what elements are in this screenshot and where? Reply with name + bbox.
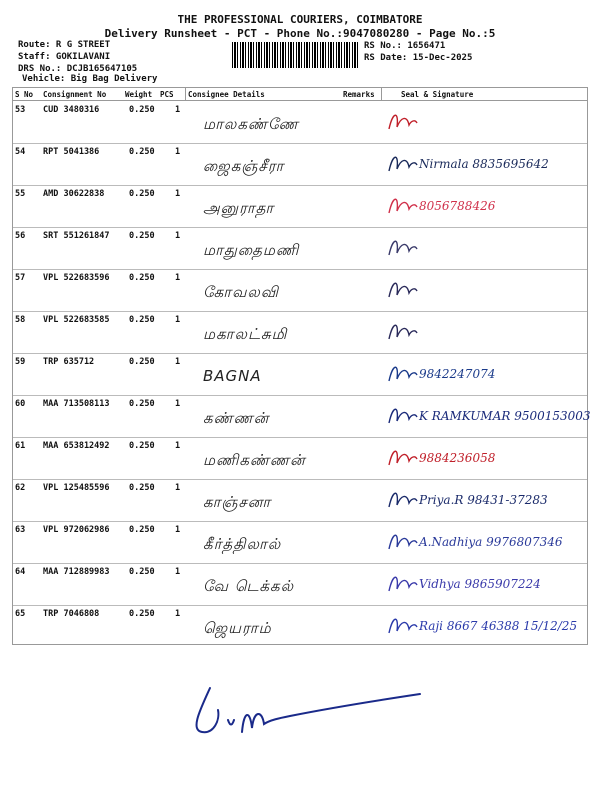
table-row <box>13 227 587 270</box>
table-row <box>13 269 587 312</box>
consignment-cell: TRP 635712 <box>43 357 95 367</box>
pcs-cell: 1 <box>175 609 181 619</box>
sno-cell: 57 <box>15 273 26 283</box>
staff-field: Staff: GOKILAVANI <box>18 52 111 62</box>
signature-scribble <box>385 443 419 473</box>
signature-cell <box>385 443 585 477</box>
sno-cell: 65 <box>15 609 26 619</box>
consignee-name: கண்ணன் <box>203 409 270 427</box>
vehicle-field: Vehicle: Big Bag Delivery <box>22 74 158 84</box>
col-consignment: Consignment No <box>43 90 107 99</box>
table-row <box>13 311 587 354</box>
weight-cell: 0.250 <box>129 399 155 409</box>
signature-cell <box>385 485 585 519</box>
sno-cell: 59 <box>15 357 26 367</box>
signature-text: Raji 8667 46388 15/12/25 <box>419 619 578 633</box>
signature-scribble <box>385 149 419 179</box>
signature-cell <box>385 107 585 141</box>
table-row <box>13 143 587 186</box>
consignee-name: அனுராதா <box>203 199 275 217</box>
consignment-cell: TRP 7046808 <box>43 609 100 619</box>
rs-no-field: RS No.: 1656471 <box>364 41 446 51</box>
pcs-cell: 1 <box>175 483 181 493</box>
consignment-cell: MAA 712889983 <box>43 567 110 577</box>
table-row <box>13 185 587 228</box>
weight-cell: 0.250 <box>129 105 155 115</box>
consignee-name: கீர்த்திலால் <box>203 535 282 553</box>
consignment-cell: CUD 3480316 <box>43 105 100 115</box>
col-remarks: Remarks <box>343 90 375 99</box>
consignment-cell: VPL 522683585 <box>43 315 110 325</box>
pcs-cell: 1 <box>175 525 181 535</box>
weight-cell: 0.250 <box>129 609 155 619</box>
weight-cell: 0.250 <box>129 357 155 367</box>
signature-text: K RAMKUMAR 9500153003 <box>419 409 591 423</box>
signature-text: A.Nadhiya 9976807346 <box>419 535 563 549</box>
consignment-cell: SRT 551261847 <box>43 231 110 241</box>
sno-cell: 55 <box>15 189 26 199</box>
signature-text: Priya.R 98431-37283 <box>419 493 548 507</box>
weight-cell: 0.250 <box>129 315 155 325</box>
signature-text: 9884236058 <box>419 451 496 465</box>
pcs-cell: 1 <box>175 273 181 283</box>
weight-cell: 0.250 <box>129 483 155 493</box>
signature-text: Nirmala 8835695642 <box>419 157 549 171</box>
consignee-name: கோவலவி <box>203 283 279 301</box>
table-row <box>13 563 587 606</box>
runsheet-title: THE PROFESSIONAL COURIERS, COIMBATORE <box>177 13 423 26</box>
sno-cell: 60 <box>15 399 26 409</box>
signature-text: Vidhya 9865907224 <box>419 577 541 591</box>
col-seal: Seal & Signature <box>401 90 474 99</box>
table-row <box>13 479 587 522</box>
table-row <box>13 521 587 564</box>
signature-scribble <box>385 317 419 347</box>
sno-cell: 58 <box>15 315 26 325</box>
pcs-cell: 1 <box>175 357 181 367</box>
signature-scribble <box>385 611 419 641</box>
pcs-cell: 1 <box>175 105 181 115</box>
sno-cell: 54 <box>15 147 26 157</box>
signature-scribble <box>385 401 419 431</box>
signature-cell <box>385 401 591 435</box>
sno-cell: 56 <box>15 231 26 241</box>
sno-cell: 62 <box>15 483 26 493</box>
signature-cell <box>385 569 585 603</box>
signature-scribble <box>385 191 419 221</box>
signature-cell <box>385 527 585 561</box>
pcs-cell: 1 <box>175 441 181 451</box>
table-row <box>13 395 591 438</box>
weight-cell: 0.250 <box>129 147 155 157</box>
signature-cell <box>385 275 585 309</box>
barcode <box>232 42 360 68</box>
signature-cell <box>385 611 585 645</box>
signature-cell <box>385 233 585 267</box>
signature-cell <box>385 359 585 393</box>
consignee-name: மணிகண்ணன் <box>203 451 306 469</box>
consignee-name: BAGNA <box>203 367 262 385</box>
header-divider <box>381 88 382 100</box>
consignee-name: மாதுதைமணி <box>203 241 300 259</box>
weight-cell: 0.250 <box>129 567 155 577</box>
consignee-name: வே டெக்கல் <box>203 577 295 595</box>
consignment-cell: MAA 653812492 <box>43 441 110 451</box>
pcs-cell: 1 <box>175 231 181 241</box>
consignment-cell: VPL 972062986 <box>43 525 110 535</box>
consignment-cell: RPT 5041386 <box>43 147 100 157</box>
sno-cell: 61 <box>15 441 26 451</box>
consignment-cell: VPL 522683596 <box>43 273 110 283</box>
consignee-name: மாலகண்ணே <box>203 115 299 133</box>
table-row <box>13 101 587 144</box>
consignee-name: மகாலட்சுமி <box>203 325 288 343</box>
signature-cell <box>385 149 585 183</box>
header-divider <box>185 88 186 100</box>
consignee-name: ஜெயராம் <box>203 619 272 637</box>
signature-scribble <box>385 485 419 515</box>
rs-date-field: RS Date: 15-Dec-2025 <box>364 53 473 63</box>
consignment-cell: AMD 30622838 <box>43 189 105 199</box>
signature-cell <box>385 317 585 351</box>
supervisor-signature <box>180 680 440 740</box>
signature-scribble <box>385 233 419 263</box>
sno-cell: 64 <box>15 567 26 577</box>
pcs-cell: 1 <box>175 189 181 199</box>
col-consignee: Consignee Details <box>188 90 265 99</box>
table-row <box>13 437 587 480</box>
consignee-name: காஞ்சனா <box>203 493 272 511</box>
weight-cell: 0.250 <box>129 441 155 451</box>
pcs-cell: 1 <box>175 147 181 157</box>
signature-cell <box>385 191 585 225</box>
consignee-name: ஜைகஞ்சீரா <box>203 157 285 175</box>
sno-cell: 53 <box>15 105 26 115</box>
pcs-cell: 1 <box>175 567 181 577</box>
signature-scribble <box>385 527 419 557</box>
weight-cell: 0.250 <box>129 231 155 241</box>
runsheet-table <box>12 87 591 645</box>
runsheet-subtitle: Delivery Runsheet - PCT - Phone No.:9047080280 - Page No.:5 <box>104 27 496 40</box>
table-row <box>13 605 587 647</box>
signature-scribble <box>385 359 419 389</box>
pcs-cell: 1 <box>175 399 181 409</box>
drs-field: DRS No.: DCJB165647105 <box>18 64 138 74</box>
signature-text: 8056788426 <box>419 199 496 213</box>
consignment-cell: MAA 713508113 <box>43 399 110 409</box>
signature-scribble <box>385 569 419 599</box>
table-row <box>13 353 587 396</box>
pcs-cell: 1 <box>175 315 181 325</box>
weight-cell: 0.250 <box>129 273 155 283</box>
signature-scribble <box>385 275 419 305</box>
col-sno: S No <box>15 90 34 99</box>
signature-text: 9842247074 <box>419 367 496 381</box>
weight-cell: 0.250 <box>129 525 155 535</box>
signature-scribble <box>385 107 419 137</box>
col-weight: Weight <box>125 90 153 99</box>
consignment-cell: VPL 125485596 <box>43 483 110 493</box>
weight-cell: 0.250 <box>129 189 155 199</box>
col-pcs: PCS <box>160 90 174 99</box>
sno-cell: 63 <box>15 525 26 535</box>
table-header <box>13 88 587 101</box>
route-field: Route: R G STREET <box>18 40 111 50</box>
